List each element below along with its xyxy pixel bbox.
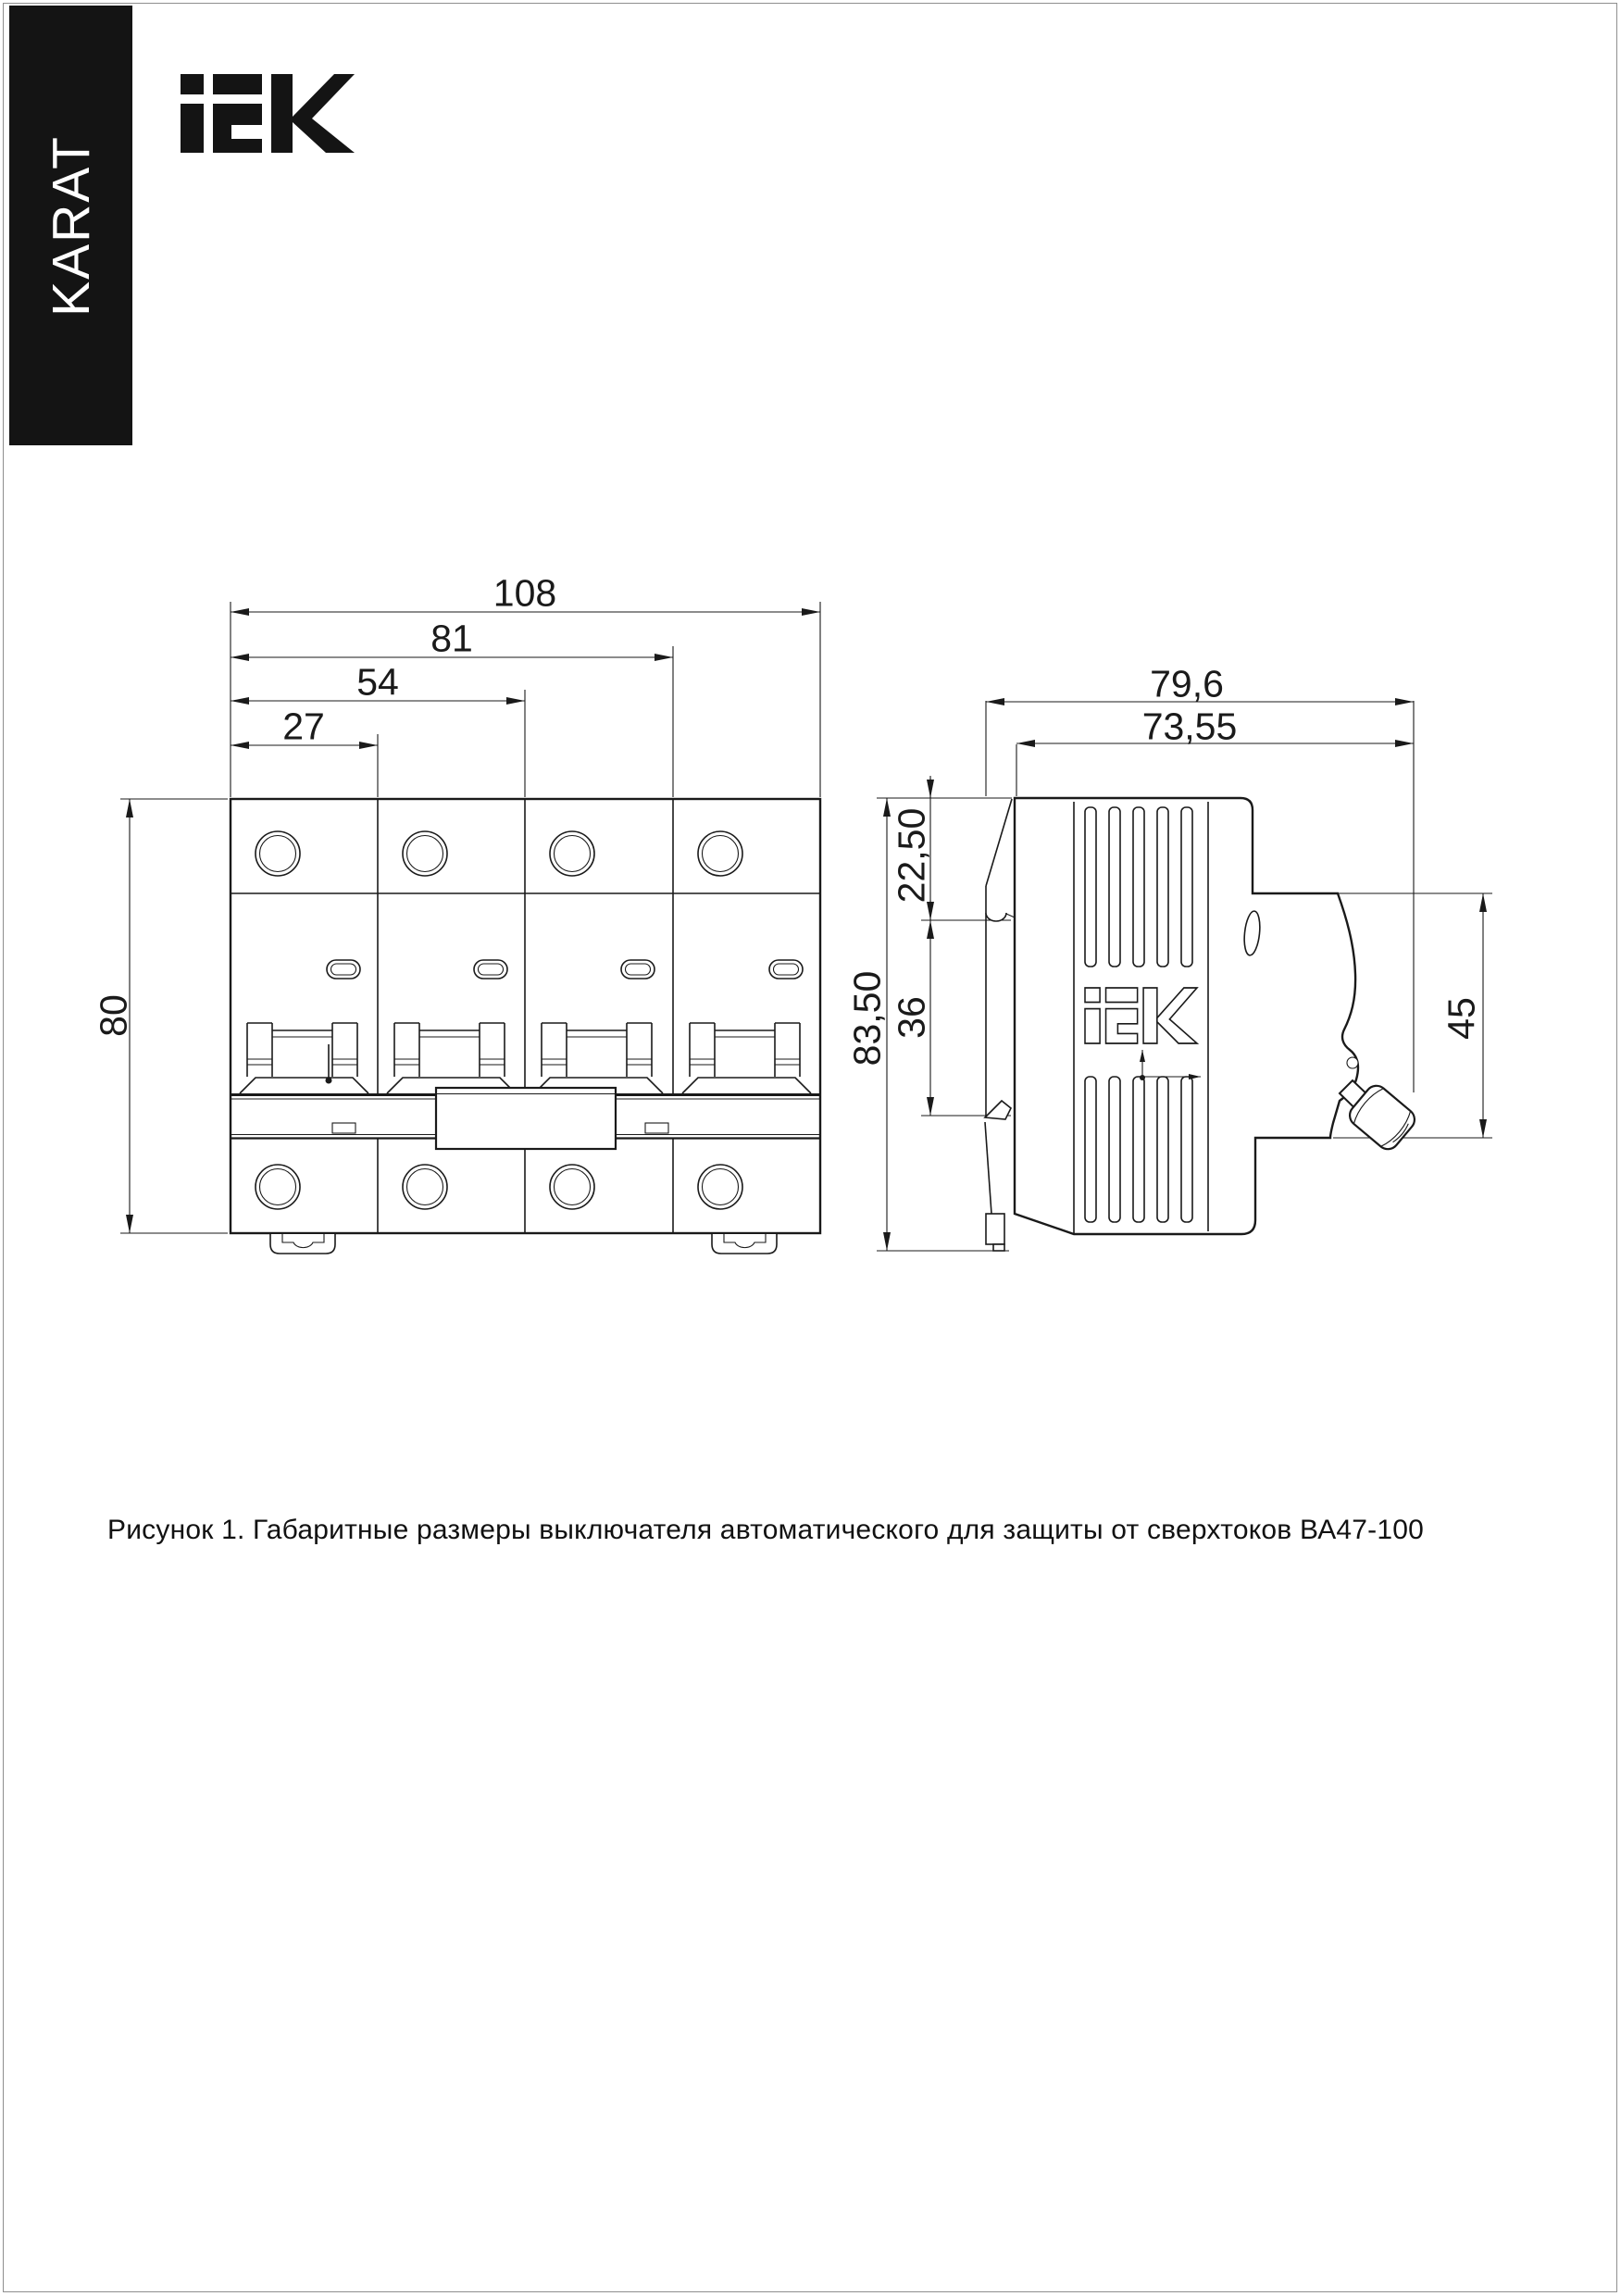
dim-din-span — [890, 920, 932, 1116]
dim-front-height — [92, 799, 228, 1233]
din-clip-left — [270, 1234, 335, 1254]
dim-label: 22,50 — [890, 807, 933, 904]
dim-label: 54 — [356, 660, 399, 704]
toggle-lever — [1340, 1080, 1419, 1154]
dim-label: 45 — [1440, 997, 1483, 1040]
dim-three-pole — [231, 617, 673, 659]
dim-handle-height — [1440, 893, 1483, 1138]
dim-label: 73,55 — [1141, 705, 1238, 748]
dim-side-height — [845, 798, 888, 1251]
dim-label: 36 — [890, 996, 933, 1039]
dim-label: 80 — [92, 994, 135, 1037]
indicator-dot — [326, 1078, 332, 1084]
figure-caption: Рисунок 1. Габаритные размеры выключателя автоматического для защиты от сверхтоков ВА47-100 — [107, 1515, 1425, 1545]
iek-logo — [181, 74, 355, 153]
dim-label: 108 — [493, 571, 557, 615]
bar-center-block — [436, 1088, 616, 1149]
dim-one-pole — [231, 705, 378, 747]
side-view — [877, 701, 1492, 1251]
din-rail-plate — [985, 799, 1015, 1251]
dim-total-width — [231, 571, 820, 614]
dim-label: 83,50 — [845, 970, 889, 1067]
dim-two-pole — [231, 660, 525, 703]
dim-top-section — [890, 776, 932, 920]
dim-label: 27 — [282, 705, 325, 748]
din-clip-right — [712, 1234, 777, 1254]
dim-depth-overall — [986, 662, 1414, 705]
pivot-hole — [1347, 1057, 1358, 1068]
dim-label: 81 — [430, 617, 473, 660]
brand-label: KARAT — [41, 134, 101, 317]
dim-label: 79,6 — [1150, 662, 1224, 705]
front-view — [231, 799, 820, 1254]
dim-depth-case — [1016, 705, 1414, 747]
